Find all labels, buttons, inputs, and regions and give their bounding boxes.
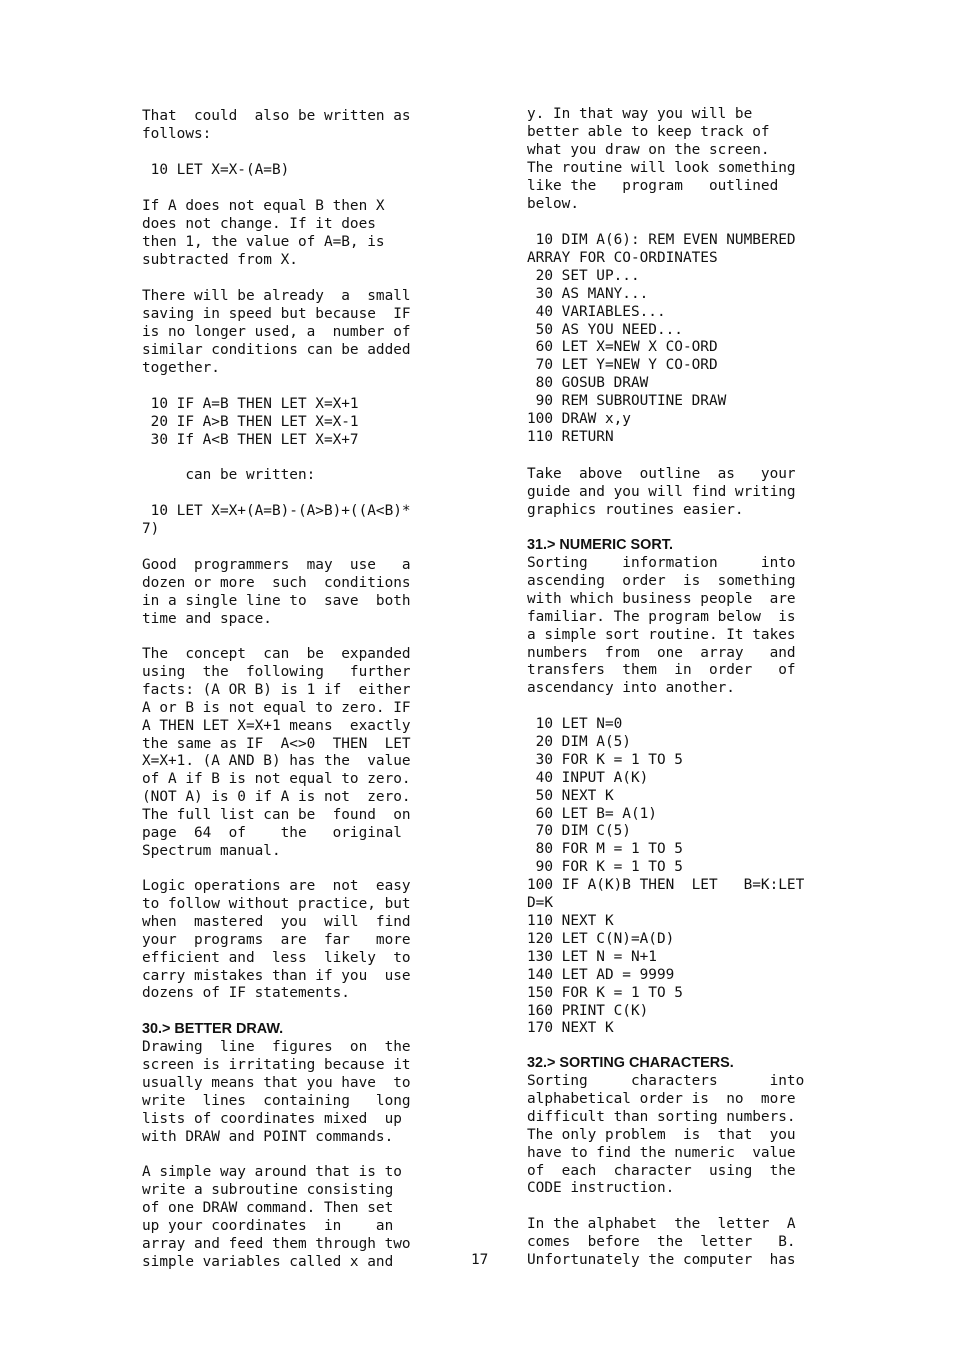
paragraph: y. In that way you will be better able to keep track of what you draw on the screen. The routine will look something like the program outlined below. [527,106,796,212]
code-listing: 10 LET X=X-(A=B) [142,162,290,178]
paragraph: Take above outline as your guide and you will find writing graphics routines easier. [527,466,796,518]
paragraph: The concept can be expanded using the following further facts: (A OR B) is 1 if either A or B is not equal to zero. IF A THEN LET X=X+1 means exactly the same as IF A<>0 THEN LET X=X+1. (A AND B) has the value of A if B is not equal to zero. (NOT A) is 0 if A is not zero. The full list can be found on page 64 of the original Spectrum manual. [142,646,411,859]
paragraph: In the alphabet the letter A comes before the letter B. Unfortunately the computer has [527,1216,796,1268]
code-listing: 10 LET N=0 20 DIM A(5) 30 FOR K = 1 TO 5 40 INPUT A(K) 50 NEXT K 60 LET B= A(1) 70 DIM C(5) 80 FOR M = 1 TO 5 90 FOR K = 1 TO 5 100 IF A(K)B THEN LET B=K:LET D=K 110 NEXT K 120 LET C(N)=A(D) 130 LET N = N+1 140 LET AD = 9999 150 FOR K = 1 TO 5 160 PRINT C(K) 170 NEXT K [527,716,805,1037]
paragraph: Good programmers may use a dozen or more such conditions in a single line to save both time and space. [142,557,411,627]
paragraph: If A does not equal B then X does not change. If it does then 1, the value of A=B, is subtracted from X. [142,198,385,268]
code-listing: 10 DIM A(6): REM EVEN NUMBERED ARRAY FOR CO-ORDINATES 20 SET UP... 30 AS MANY... 40 VARIABLES... 50 AS YOU NEED... 60 LET X=NEW X CO-ORD 70 LET Y=NEW Y CO-ORD 80 GOSUB DRAW 90 REM SUBROUTINE DRAW 100 DRAW x,y 110 RETURN [527,232,796,445]
paragraph: Drawing line figures on the screen is irritating because it usually means that you have to write lines containing long lists of coordinates mixed up with DRAW and POINT commands. [142,1039,411,1145]
page-number: 17 [471,1252,489,1268]
code-listing: 10 IF A=B THEN LET X=X+1 20 IF A>B THEN LET X=X-1 30 If A<B THEN LET X=X+7 [150,396,359,448]
section-heading: 32.> SORTING CHARACTERS. [527,1055,734,1071]
paragraph: Logic operations are not easy to follow without practice, but when mastered you will find your programs are far more efficient and less likely to carry mistakes than if you use dozens of IF statements. [142,878,411,1002]
section-heading: 30.> BETTER DRAW. [142,1021,284,1037]
paragraph: There will be already a small saving in speed but because IF is no longer used, a number of similar conditions can be added together. [142,288,411,376]
section-heading: 31.> NUMERIC SORT. [527,537,673,553]
paragraph: Sorting information into ascending order is something with which business people are familiar. The program below is a simple sort routine. It takes numbers from one array and transfers them in order of ascendancy into another. [527,555,796,697]
paragraph: A simple way around that is to write a subroutine consisting of one DRAW command. Then set up your coordinates in an array and feed them through two simple variables called x and [142,1164,411,1270]
paragraph: That could also be written as follows: [142,108,411,142]
paragraph: can be written: [142,467,316,483]
paragraph: Sorting characters into alphabetical order is no more difficult than sorting numbers. The only problem is that you have to find the numeric value of each character using the CODE instruction. [527,1073,805,1197]
code-listing: 10 LET X=X+(A=B)-(A>B)+((A<B)* 7) [142,503,411,537]
